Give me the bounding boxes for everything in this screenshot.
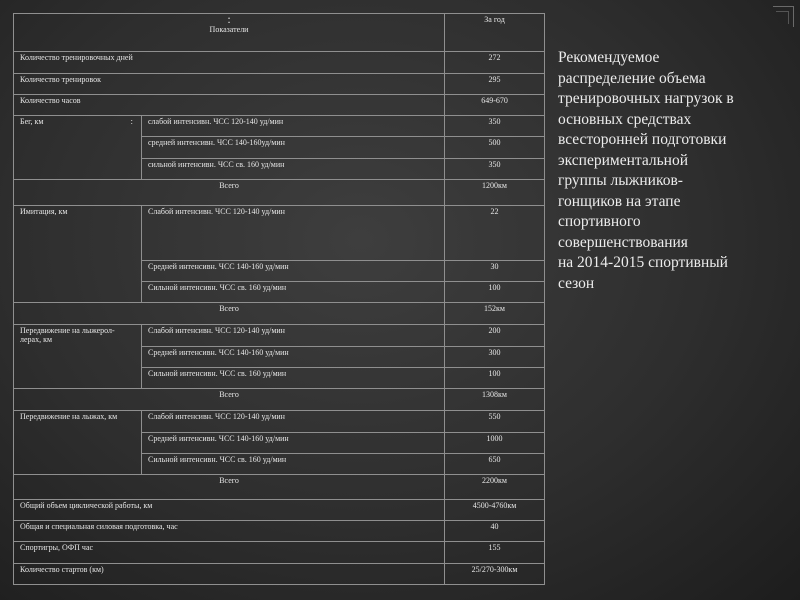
table-row: [14, 542, 545, 563]
total-value: 152км: [445, 303, 545, 324]
row-value: 40: [445, 521, 545, 542]
table-row: [14, 563, 545, 584]
total-row: [14, 303, 545, 324]
title-line: совершенствования: [558, 233, 688, 251]
row-value: 4500-4760км: [445, 499, 545, 520]
subrow-label: Средней интенсивн. ЧСС 140-160 уд/мин: [142, 346, 445, 367]
table-row: [14, 521, 545, 542]
title-line: тренировочных нагрузок в: [558, 90, 734, 107]
subrow-value: 300: [445, 346, 545, 367]
title-line: Рекомендуемое: [558, 49, 660, 66]
row-label: Спортигры, ОФП час: [14, 542, 445, 563]
table-row: [14, 52, 545, 73]
subrow-label: сильной интенсивн. ЧСС св. 160 уд/мин: [142, 158, 445, 179]
subrow-label: Слабой интенсивн. ЧСС 120-140 уд/мин: [142, 324, 445, 346]
total-row: [14, 475, 545, 499]
title-line: гонщиков на этапе: [558, 192, 681, 210]
group-label-skis: Передвижение на лыжах, км: [14, 410, 142, 475]
title-line: экспериментальной: [558, 151, 689, 169]
table-row: [14, 324, 545, 346]
row-label: Количество тренировок: [14, 73, 445, 94]
subrow-label: Сильной интенсивн. ЧСС св. 160 уд/мин: [142, 282, 445, 303]
subrow-label: Сильной интенсивн. ЧСС св. 160 уд/мин: [142, 454, 445, 475]
row-label: Количество стартов (км): [14, 563, 445, 584]
subrow-label: Сильной интенсивн. ЧСС св. 160 уд/мин: [142, 368, 445, 389]
group-label-imitation: Имитация, км: [14, 206, 142, 303]
subrow-label: слабой интенсивн. ЧСС 120-140 уд/мин: [142, 116, 445, 137]
row-value: 155: [445, 542, 545, 563]
total-label: Всего: [14, 475, 445, 499]
total-value: 1308км: [445, 389, 545, 410]
table-row: [14, 116, 545, 137]
subrow-value: 550: [445, 410, 545, 432]
run-colon-mark: :: [123, 116, 142, 180]
subrow-label: средней интенсивн. ЧСС 140-160уд/мин: [142, 137, 445, 158]
subrow-value: 650: [445, 454, 545, 475]
row-label: Общий объем циклической работы, км: [14, 499, 445, 520]
row-label: Количество тренировочных дней: [14, 52, 445, 73]
header-colon-mark: :: [227, 13, 231, 26]
header-year-cell: За год: [445, 14, 545, 52]
subrow-value: 22: [445, 206, 545, 261]
subrow-value: 350: [445, 116, 545, 137]
slide-title: [558, 48, 794, 294]
title-line: всесторонней подготовки: [558, 131, 727, 148]
row-value: 272: [445, 52, 545, 73]
subrow-value: 1000: [445, 432, 545, 453]
subrow-label: Слабой интенсивн. ЧСС 120-140 уд/мин: [142, 206, 445, 261]
subrow-label: Слабой интенсивн. ЧСС 120-140 уд/мин: [142, 410, 445, 432]
subrow-label: Средней интенсивн. ЧСС 140-160 уд/мин: [142, 432, 445, 453]
header-indicators-cell: [14, 14, 445, 52]
corner-decoration: [773, 6, 794, 27]
table-header-row: [14, 14, 545, 52]
total-row: [14, 389, 545, 410]
training-load-table: [13, 13, 545, 585]
group-label-run: Бег, км: [14, 116, 123, 180]
table-row: [14, 73, 545, 94]
subrow-label: Средней интенсивн. ЧСС 140-160 уд/мин: [142, 260, 445, 281]
title-line: на 2014-2015 спортивный: [558, 254, 728, 271]
total-label: Всего: [14, 303, 445, 324]
title-line: спортивного: [558, 213, 641, 230]
subrow-value: 100: [445, 282, 545, 303]
subrow-value: 100: [445, 368, 545, 389]
title-line: сезон: [558, 274, 595, 292]
row-label: Общая и специальная силовая подготовка, час: [14, 521, 445, 542]
table-row: [14, 206, 545, 261]
total-label: Всего: [14, 179, 445, 205]
total-value: 1200км: [445, 179, 545, 205]
title-line: распределение объема: [558, 69, 706, 87]
title-line: основных средствах: [558, 110, 692, 128]
row-value: 649-670: [445, 94, 545, 115]
table-row: [14, 94, 545, 115]
row-value: 25/270-300км: [445, 563, 545, 584]
subrow-value: 30: [445, 260, 545, 281]
subrow-value: 350: [445, 158, 545, 179]
header-indicators-label: Показатели: [209, 25, 249, 34]
total-value: 2200км: [445, 475, 545, 499]
table-row: [14, 499, 545, 520]
subrow-value: 200: [445, 324, 545, 346]
row-value: 295: [445, 73, 545, 94]
group-label-rollerski: Передвижение на лыжерол- лерах, км: [14, 324, 142, 389]
row-label: Количество часов: [14, 94, 445, 115]
table-row: [14, 410, 545, 432]
subrow-value: 500: [445, 137, 545, 158]
total-row: [14, 179, 545, 205]
title-line: группы лыжников-: [558, 172, 683, 189]
total-label: Всего: [14, 389, 445, 410]
